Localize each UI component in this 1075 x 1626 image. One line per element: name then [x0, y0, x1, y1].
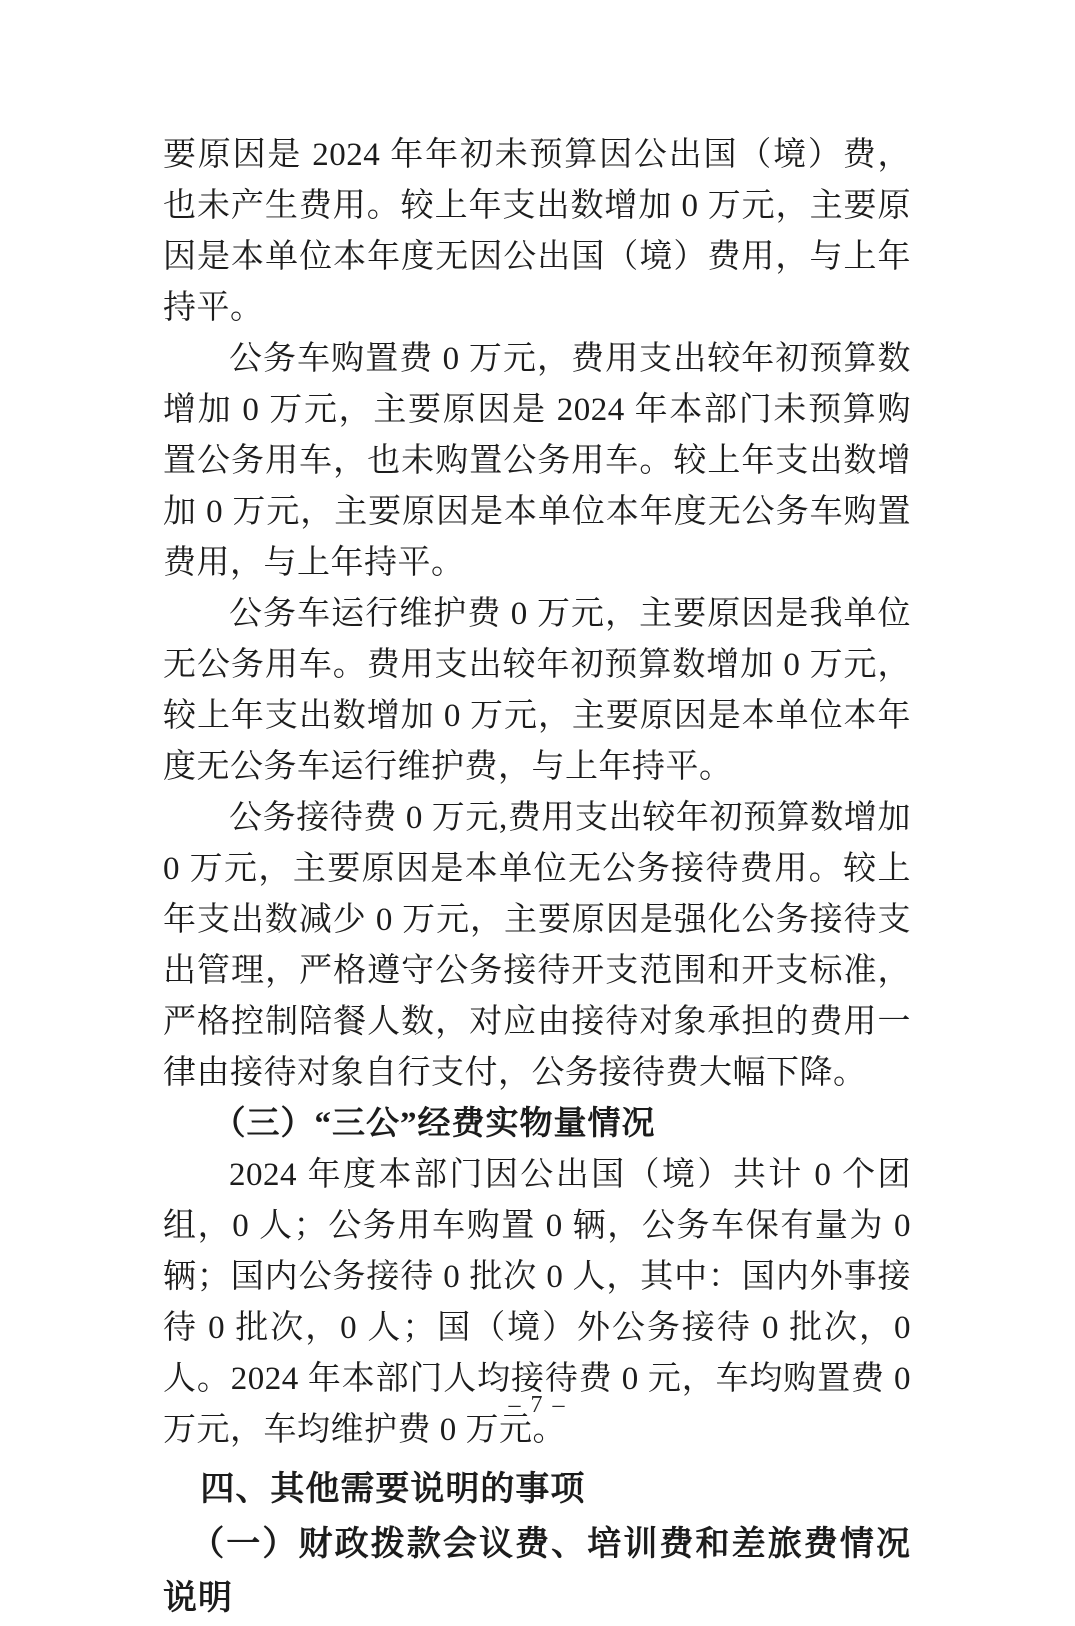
- paragraph-physical-quantity-detail: 2024 年度本部门因公出国（境）共计 0 个团组，0 人；公务用车购置 0 辆，公务车保有量为 0 辆；国内公务接待 0 批次 0 人，其中：国内外事接待 0 批次，0 人；国（境）外公务接待 0 批次，0 人。2024 年本部门人均接待费 0 元，车均购置费 0 万元，车均维护费 0 万元。: [163, 1157, 911, 1448]
- page-footer: [0, 1390, 1075, 1420]
- paragraph-vehicle-maintenance-fee: 公务车运行维护费 0 万元，主要原因是我单位无公务用车。费用支出较年初预算数增加 0 万元，较上年支出数增加 0 万元，主要原因是本单位本年度无公务车运行维护费，与上年持平。: [163, 596, 911, 785]
- paragraph-travel-abroad-continuation: 要原因是 2024 年年初未预算因公出国（境）费，也未产生费用。较上年支出数增加 0 万元，主要原因是本单位本年度无因公出国（境）费用，与上年持平。: [163, 137, 912, 326]
- paragraph-official-reception-fee: 公务接待费 0 万元,费用支出较年初预算数增加 0 万元，主要原因是本单位无公务接待费用。较上年支出数减少 0 万元，主要原因是强化公务接待支出管理，严格遵守公务接待开支范围和开支标准，严格控制陪餐人数，对应由接待对象承担的费用一律由接待对象自行支付，公务接待费大幅下降。: [163, 800, 911, 1091]
- heading-section-three-physical-quantity: （三）“三公”经费实物量情况: [212, 1106, 656, 1142]
- heading-part-four-item-one-fiscal-fees: （一）财政拨款会议费、培训费和差旅费情况说明: [163, 1526, 911, 1617]
- heading-part-four-other-matters: 四、其他需要说明的事项: [200, 1470, 586, 1508]
- page-number: – 7 –: [508, 1392, 567, 1418]
- paragraph-vehicle-purchase-fee: 公务车购置费 0 万元，费用支出较年初预算数增加 0 万元，主要原因是 2024 年本部门未预算购置公务用车，也未购置公务用车。较上年支出数增加 0 万元，主要原因是本单位本年度无公务车购置费用，与上年持平。: [163, 341, 911, 581]
